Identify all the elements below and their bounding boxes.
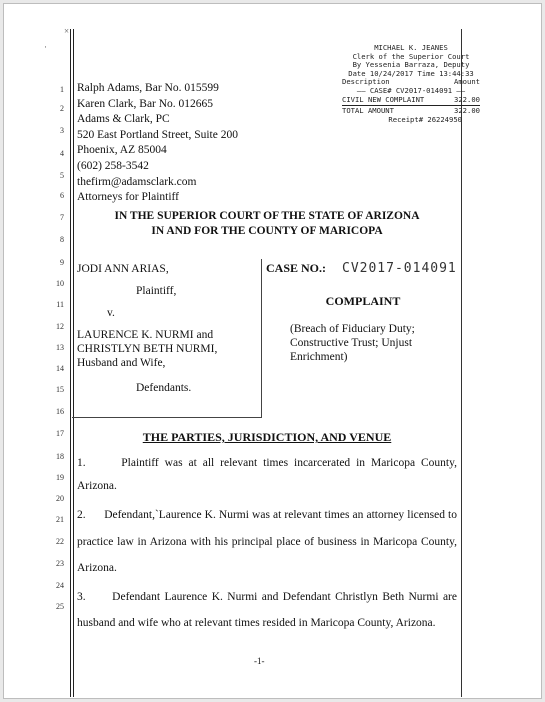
firm-city: Phoenix, AZ 85004 <box>77 144 167 157</box>
left-margin-rule <box>70 29 71 697</box>
defendant-line-2: CHRISTLYN BETH NURMI, <box>77 343 218 355</box>
paragraph-3-line-2: husband and wife who at relevant times resided in Maricopa County, Arizona. <box>77 617 436 629</box>
stamp-total-label: TOTAL AMOUNT <box>342 106 394 116</box>
line-number: 13 <box>56 343 64 352</box>
line-number: 22 <box>56 537 64 546</box>
court-title-2: IN AND FOR THE COUNTY OF MARICOPA <box>151 225 383 237</box>
line-number: 12 <box>56 322 64 331</box>
line-number: 5 <box>60 171 64 180</box>
scan-mark-corner: × <box>64 26 70 36</box>
stamp-datetime: Date 10/24/2017 Time 13:44:33 <box>348 68 474 78</box>
deputy: By Yessenia Barraza, Deputy <box>352 60 470 70</box>
attorney-name-1: Ralph Adams, Bar No. 015599 <box>77 82 219 94</box>
line-number: 18 <box>56 452 64 461</box>
line-number: 11 <box>56 300 64 309</box>
versus: v. <box>107 307 115 319</box>
line-number: 7 <box>60 213 64 222</box>
section-heading: THE PARTIES, JURISDICTION, AND VENUE <box>142 430 392 444</box>
line-number: 25 <box>56 602 64 611</box>
paragraph-2-line-2: practice law in Arizona with his principal place of business in Maricopa County, <box>77 536 457 548</box>
line-number: 9 <box>60 258 64 267</box>
defendant-role: Defendants. <box>136 382 192 394</box>
stamp-total-amount: 322.00 <box>454 106 480 116</box>
clerk-name: MICHAEL K. JEANES <box>374 43 448 52</box>
scan-mark: · <box>44 42 47 52</box>
line-number: 15 <box>56 385 64 394</box>
line-number: 24 <box>56 581 64 590</box>
clerk-title: Clerk of the Superior Court <box>352 51 470 61</box>
line-number: 1 <box>60 85 64 94</box>
line-number: 8 <box>60 235 64 244</box>
right-margin-rule <box>461 29 462 697</box>
paragraph-1-line-1: 1. Plaintiff was at all relevant times incarcerated in Maricopa County, <box>77 457 457 469</box>
law-firm: Adams & Clark, PC <box>77 113 170 126</box>
stamp-receipt: Receipt# 26224950 <box>388 114 462 124</box>
line-number: 17 <box>56 429 64 438</box>
case-number-label: CASE NO.: <box>266 261 327 275</box>
document-title: COMPLAINT <box>325 294 401 308</box>
filing-stamp <box>342 44 480 124</box>
paragraph-2-line-3: Arizona. <box>77 562 117 574</box>
paragraph-3-line-1: 3. Defendant Laurence K. Nurmi and Defendant Christlyn Beth Nurmi are <box>77 591 457 603</box>
line-number: 3 <box>60 126 64 135</box>
line-number: 6 <box>60 191 64 200</box>
claims-list: (Breach of Fiduciary Duty; Constructive Trust; Unjust Enrichment) <box>290 323 415 363</box>
plaintiff-role: Plaintiff, <box>136 285 177 297</box>
case-number-value: CV2017-014091 <box>342 261 457 276</box>
line-number: 21 <box>56 515 64 524</box>
stamp-fee-label: CIVIL NEW COMPLAINT <box>342 94 425 104</box>
page-number: -1- <box>254 656 265 666</box>
attorney-name-2: Karen Clark, Bar No. 012665 <box>77 97 214 110</box>
line-number: 19 <box>56 473 64 482</box>
line-number: 10 <box>56 279 64 288</box>
plaintiff-name: JODI ANN ARIAS, <box>77 263 169 275</box>
firm-street: 520 East Portland Street, Suite 200 <box>77 128 238 141</box>
stamp-col-amount: Amount <box>454 77 480 87</box>
defendant-line-1: LAURENCE K. NURMI and <box>77 329 214 341</box>
line-number: 14 <box>56 364 64 373</box>
line-number: 4 <box>60 149 64 158</box>
stamp-col-description: Description <box>342 77 390 87</box>
court-title-1: IN THE SUPERIOR COURT OF THE STATE OF ARIZONA <box>114 210 420 222</box>
defendant-line-3: Husband and Wife, <box>77 357 166 369</box>
firm-email: thefirm@adamsclark.com <box>77 175 197 188</box>
stamp-fee-amount: 322.00 <box>454 94 480 104</box>
document-page <box>3 3 542 699</box>
line-number: 2 <box>60 104 64 113</box>
line-number: 23 <box>56 559 64 568</box>
attorney-role: Attorneys for Plaintiff <box>77 191 179 204</box>
stamp-case-line: —— CASE# CV2017-014091 —— <box>356 85 466 95</box>
line-number: 16 <box>56 407 64 416</box>
firm-phone: (602) 258-3542 <box>77 159 149 172</box>
stamp-fee-row <box>342 96 480 105</box>
paragraph-2-line-1: 2. Defendant,`Laurence K. Nurmi was at relevant times an attorney licensed to <box>77 509 457 521</box>
paragraph-1-line-2: Arizona. <box>77 480 117 492</box>
attorney-block <box>77 81 238 206</box>
line-number: 20 <box>56 494 64 503</box>
